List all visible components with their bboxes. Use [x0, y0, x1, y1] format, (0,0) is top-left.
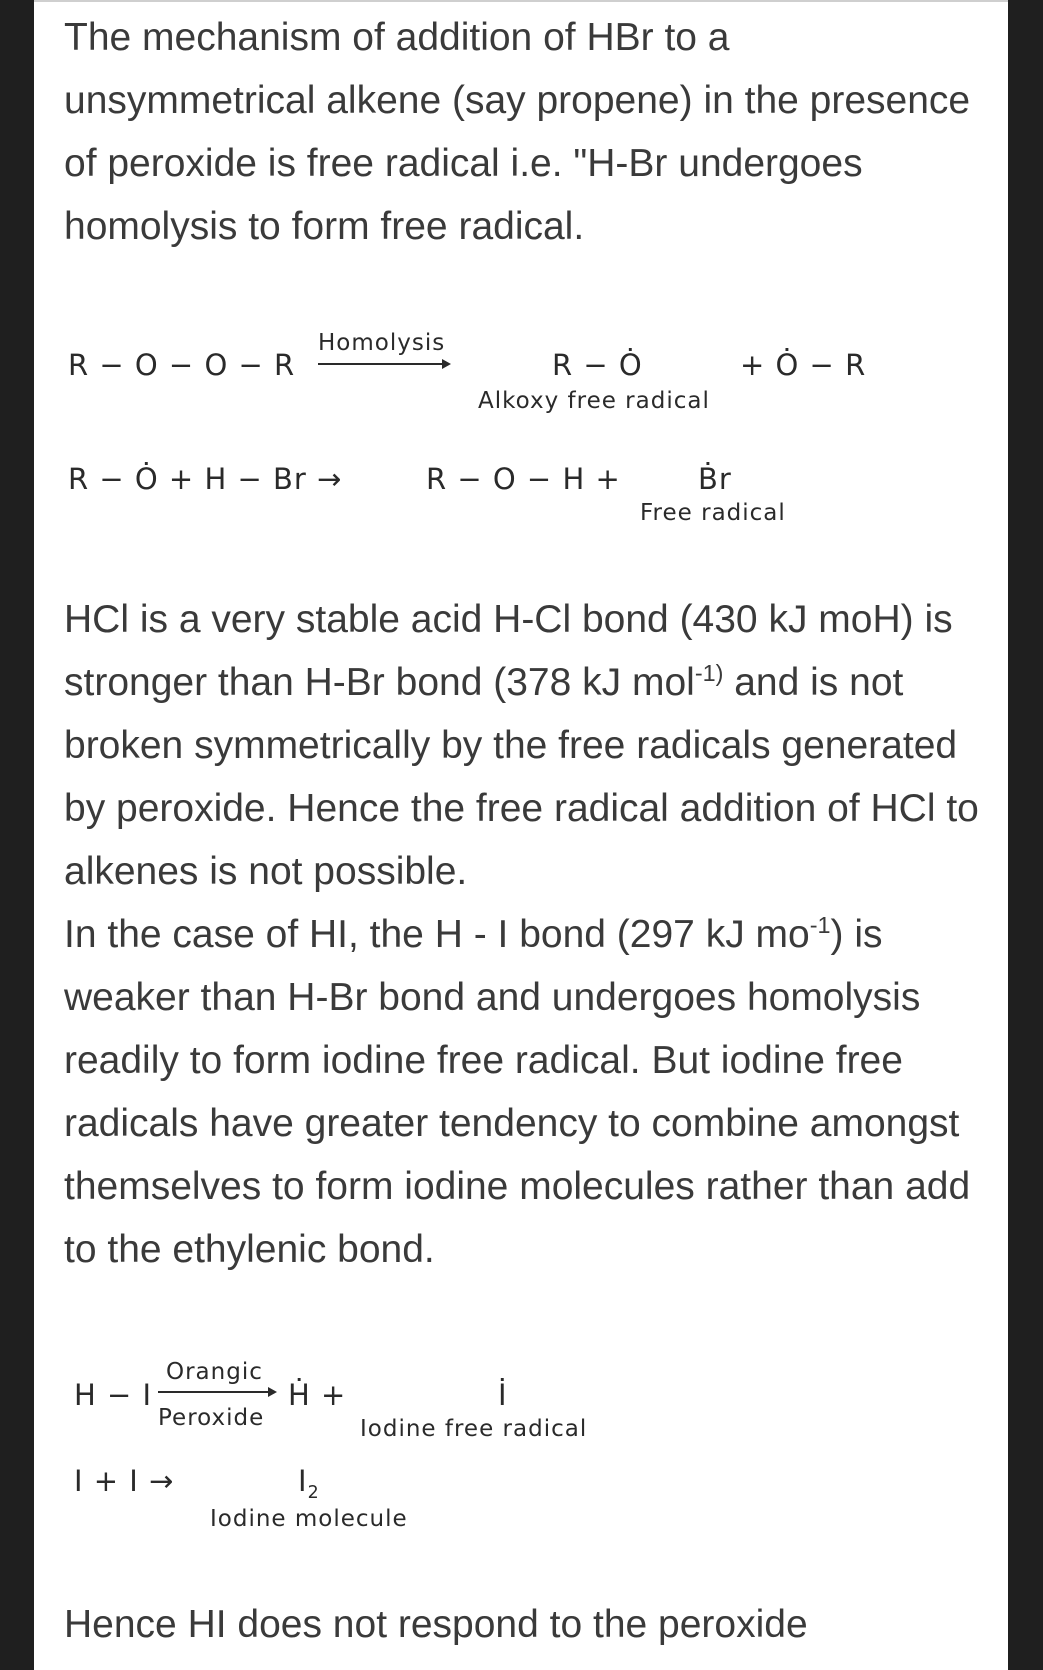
paragraph-hcl-text-b: and is not broken symmetrically by the free radicals generated by peroxide. Hence the free radical addition of HCl to alkenes is not possible. — [64, 661, 979, 893]
eq3-arrow-head — [268, 1387, 277, 1397]
paragraph-hcl-stability — [64, 588, 984, 1281]
paragraph-hi-text-a: In the case of HI, the H - I bond (297 kJ mo — [64, 913, 810, 956]
eq4-reactants: I + I → — [74, 1464, 175, 1498]
eq1-arrow-line — [318, 363, 444, 365]
eq1-arrow-head — [442, 359, 451, 369]
paragraph-hbr-mechanism: The mechanism of addition of HBr to a unsymmetrical alkene (say propene) in the presence of peroxide is free radical i.e. "H-Br undergoes homolysis to form free radical. — [64, 16, 971, 248]
eq3-product-i-radical: İ — [498, 1378, 508, 1412]
eq3-arrow-top: Orangic — [166, 1359, 263, 1385]
eq3-product-h-radical: Ḣ + — [288, 1378, 347, 1412]
eq3-arrow-line — [158, 1391, 270, 1393]
paragraph-hcl-text-a: HCl is a very stable acid H-Cl bond (430 kJ moH) is stronger than H-Br bond (378 kJ mol — [64, 598, 953, 704]
paragraph-hi-conclusion: Hence HI does not respond to the peroxide — [64, 1603, 808, 1646]
eq1-product-second: + Ȯ − R — [740, 348, 867, 382]
eq3-arrow-bottom: Peroxide — [158, 1405, 265, 1431]
eq4-product-subscript: 2 — [307, 1482, 320, 1503]
eq2-product-br-radical: Ḃr — [698, 462, 732, 496]
paragraph-hi-sup: -1 — [809, 912, 831, 938]
paragraph-hi-text-b: ) is weaker than H-Br bond and undergoes homolysis readily to form iodine free radical. But iodine free radicals have greater tendency to combine amongst themselves to form iodine molecules rather than add to the ethylenic bond. — [64, 913, 971, 1271]
eq1-arrow-label: Homolysis — [318, 330, 446, 356]
eq4-product — [298, 1464, 320, 1503]
document-page — [34, 0, 1008, 1670]
eq1-caption: Alkoxy free radical — [478, 388, 710, 414]
eq2-reactants: R − Ȯ + H − Br → — [68, 462, 343, 496]
eq2-product-alcohol: R − O − H + — [426, 462, 621, 496]
eq3-caption: Iodine free radical — [360, 1416, 588, 1442]
eq3-reactant: H − I — [74, 1378, 153, 1412]
eq1-reactant: R − O − O − R — [68, 348, 296, 382]
eq4-product-symbol: I — [298, 1464, 308, 1498]
eq4-caption: Iodine molecule — [210, 1506, 408, 1532]
paragraph-hcl-sup: -1) — [694, 660, 724, 686]
eq2-caption: Free radical — [640, 500, 786, 526]
eq1-product-alkoxy: R − Ȯ — [552, 348, 643, 382]
